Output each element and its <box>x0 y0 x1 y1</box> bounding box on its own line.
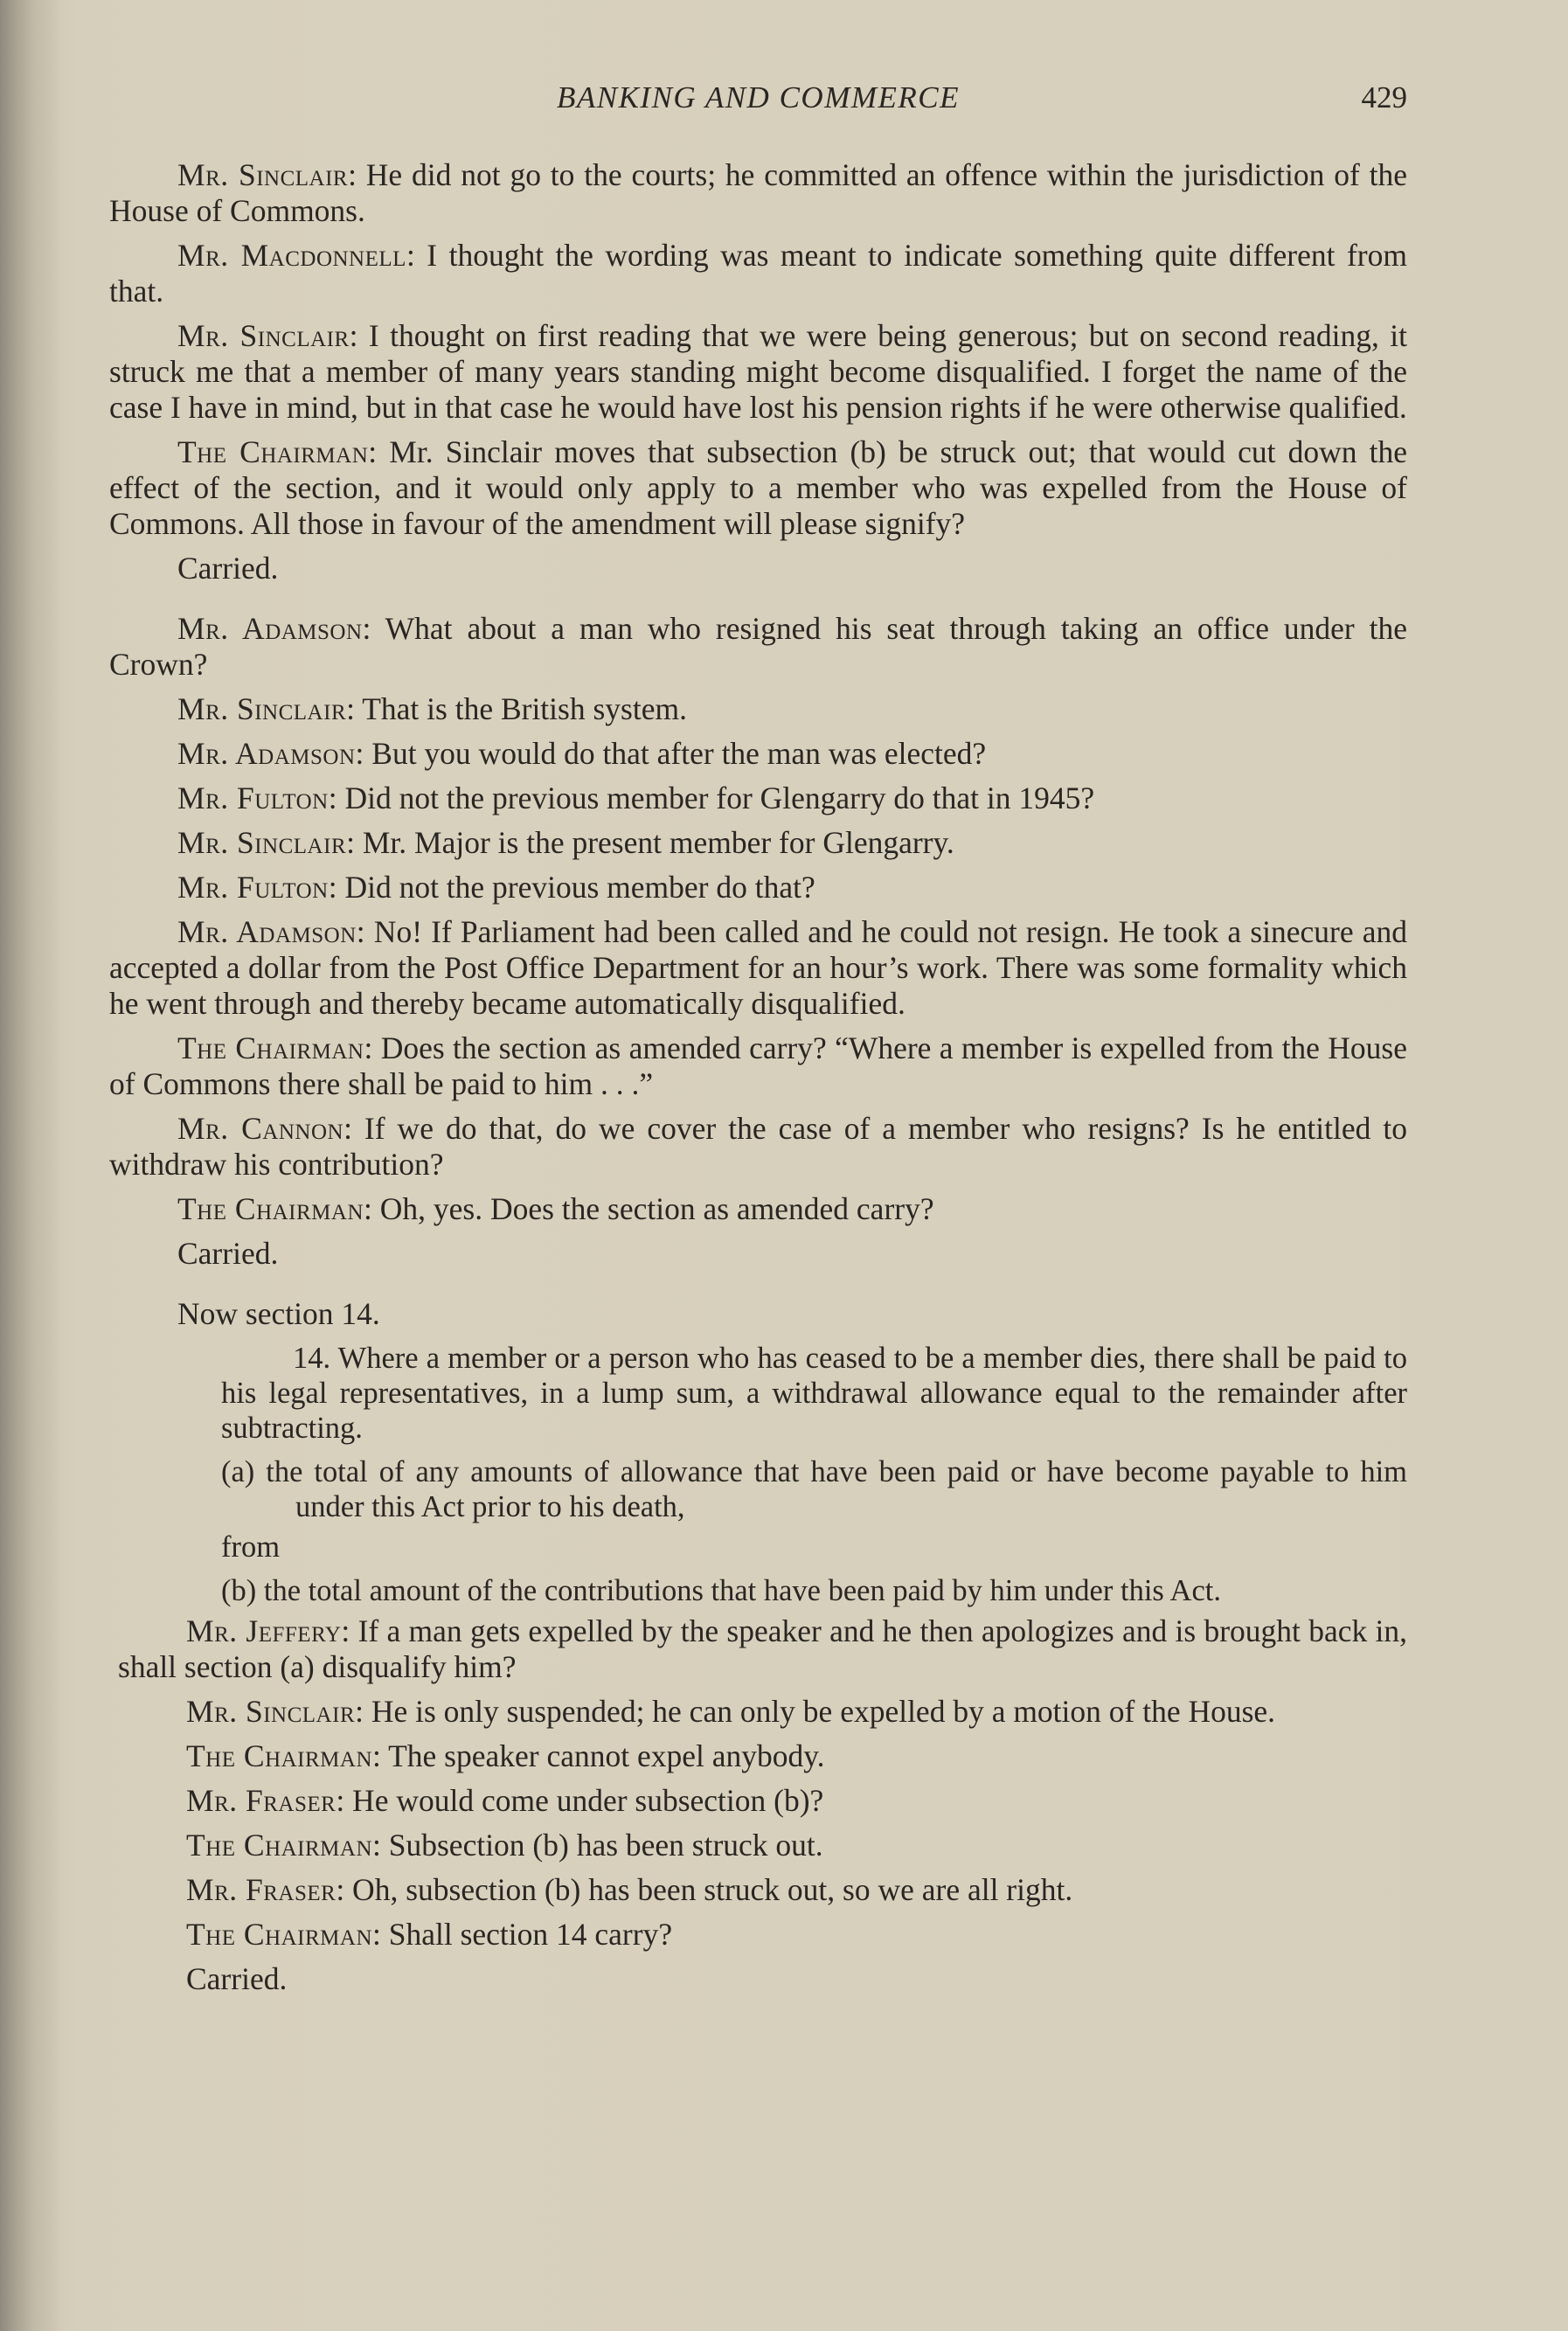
speaker-name: The Chairman <box>177 1191 364 1226</box>
speech-paragraph <box>118 1917 1407 1953</box>
speech-text: : Oh, subsection (b) has been struck out, so we are all right. <box>336 1872 1073 1907</box>
section-14-text: 14. Where a member or a person who has ceased to be a member dies, there shall be paid to his legal representatives, in a lump sum, a withdrawal allowance equal to the remainder after subtracting. <box>221 1342 1407 1445</box>
speech-text: : Does the section as amended carry? “Where a member is expelled from the House of Commons there shall be paid to him . . .” <box>109 1030 1407 1101</box>
speech-paragraph <box>118 1694 1407 1730</box>
speech-paragraph <box>109 157 1407 229</box>
speech-text: Carried. <box>186 1961 288 1996</box>
section-14-item-a: (a) the total of any amounts of allowance that have been paid or have become payable to him under this Act prior to his death, <box>221 1455 1407 1523</box>
speaker-name: Mr. Sinclair <box>177 318 350 353</box>
speech-text: : If a man gets expelled by the speaker and he then apologizes and is brought back in, shall section (a) disqualify him? <box>118 1613 1407 1684</box>
speech-paragraph <box>118 1738 1407 1774</box>
speech-text: Carried. <box>177 1236 279 1271</box>
speech-paragraph <box>109 1111 1407 1183</box>
speech-paragraph <box>118 1828 1407 1863</box>
speech-paragraph <box>109 611 1407 683</box>
speaker-name: The Chairman <box>186 1828 373 1863</box>
section-14-item-b: (b) the total amount of the contributions that have been paid by him under this Act. <box>221 1574 1221 1607</box>
speech-paragraph <box>109 1191 1407 1227</box>
speaker-name: Mr. Macdonnell <box>177 238 406 273</box>
speaker-name: Mr. Fraser <box>186 1872 336 1907</box>
speech-paragraph <box>109 780 1407 816</box>
speech-paragraph <box>109 825 1407 861</box>
speaker-name: The Chairman <box>177 1030 364 1065</box>
speaker-name: The Chairman <box>177 434 369 469</box>
speaker-name: Mr. Fulton <box>177 780 329 815</box>
page-header <box>109 80 1407 124</box>
speech-paragraph <box>118 1783 1407 1819</box>
speech-paragraph <box>109 434 1407 542</box>
speech-text: : Mr. Sinclair moves that subsection (b) be struck out; that would cut down the effect of the section, and it would only apply to a member who was expelled from the House of Commons. All those in favour of the amendment will please signify? <box>109 434 1407 541</box>
speaker-name: Mr. Sinclair <box>177 157 349 192</box>
speaker-name: Mr. Sinclair <box>186 1694 356 1729</box>
running-title: BANKING AND COMMERCE <box>556 80 960 114</box>
speech-paragraph <box>109 691 1407 727</box>
speech-paragraph <box>109 318 1407 426</box>
speech-text: : If we do that, do we cover the case of a member who resigns? Is he entitled to withdraw his contribution? <box>109 1111 1407 1182</box>
speaker-name: Mr. Adamson <box>177 736 356 771</box>
speaker-name: Mr. Adamson <box>177 611 363 646</box>
speaker-name: Mr. Cannon <box>177 1111 344 1146</box>
speech-text: : He would come under subsection (b)? <box>336 1783 824 1818</box>
speech-text: : Mr. Major is the present member for Glengarry. <box>346 825 954 860</box>
page-binding-shadow <box>0 0 61 2331</box>
speaker-name: Mr. Adamson <box>177 914 357 949</box>
speech-paragraph <box>109 914 1407 1022</box>
quoted-section <box>221 1341 1407 1608</box>
speaker-name: The Chairman <box>186 1738 373 1773</box>
speaker-name: Mr. Sinclair <box>177 825 347 860</box>
speech-paragraph <box>118 1872 1407 1908</box>
speech-text: : Shall section 14 carry? <box>372 1917 673 1952</box>
speech-text: : I thought the wording was meant to indicate something quite different from that. <box>109 238 1407 309</box>
speech-text: : What about a man who resigned his seat through taking an office under the Crown? <box>109 611 1407 682</box>
carried-line <box>109 551 1407 586</box>
speaker-name: The Chairman <box>186 1917 373 1952</box>
carried-line <box>109 1236 1407 1272</box>
speech-text: : That is the British system. <box>346 691 687 726</box>
speaker-name: Mr. Fulton <box>177 870 329 905</box>
speech-text: : The speaker cannot expel anybody. <box>372 1738 825 1773</box>
speech-text: : I thought on first reading that we were being generous; but on second reading, it struck me that a member of many years standing might become disqualified. I forget the name of the case I have in mind, but in that case he would have lost his pension rights if he were otherwise qualified. <box>109 318 1408 425</box>
speech-paragraph <box>109 736 1407 772</box>
section-intro: Now section 14. <box>177 1296 380 1331</box>
speech-text: Carried. <box>177 551 279 586</box>
page-body-continued <box>118 1613 1407 1997</box>
carried-line <box>118 1961 1407 1997</box>
page-body <box>109 157 1407 2006</box>
speech-text: : He is only suspended; he can only be expelled by a motion of the House. <box>355 1694 1276 1729</box>
section-14-from: from <box>221 1530 281 1564</box>
speech-text: : Did not the previous member for Glengarry do that in 1945? <box>328 780 1095 815</box>
speech-text: : Oh, yes. Does the section as amended carry? <box>364 1191 934 1226</box>
page-number: 429 <box>1361 80 1407 114</box>
speech-text: : No! If Parliament had been called and he could not resign. He took a sinecure and accepted a dollar from the Post Office Department for an hour’s work. There was some formality which he went through and thereby became automatically disqualified. <box>109 914 1407 1021</box>
speech-paragraph <box>109 870 1407 905</box>
speech-text: : He did not go to the courts; he committed an offence within the jurisdiction of the House of Commons. <box>109 157 1407 228</box>
speech-text: : Subsection (b) has been struck out. <box>372 1828 823 1863</box>
speaker-name: Mr. Sinclair <box>177 691 347 726</box>
speaker-name: Mr. Jeffery <box>186 1613 342 1648</box>
speech-paragraph <box>118 1613 1407 1685</box>
speech-text: : But you would do that after the man was elected? <box>355 736 987 771</box>
speech-paragraph <box>109 1030 1407 1102</box>
speech-paragraph <box>109 238 1407 309</box>
speaker-name: Mr. Fraser <box>186 1783 336 1818</box>
speech-text: : Did not the previous member do that? <box>328 870 815 905</box>
